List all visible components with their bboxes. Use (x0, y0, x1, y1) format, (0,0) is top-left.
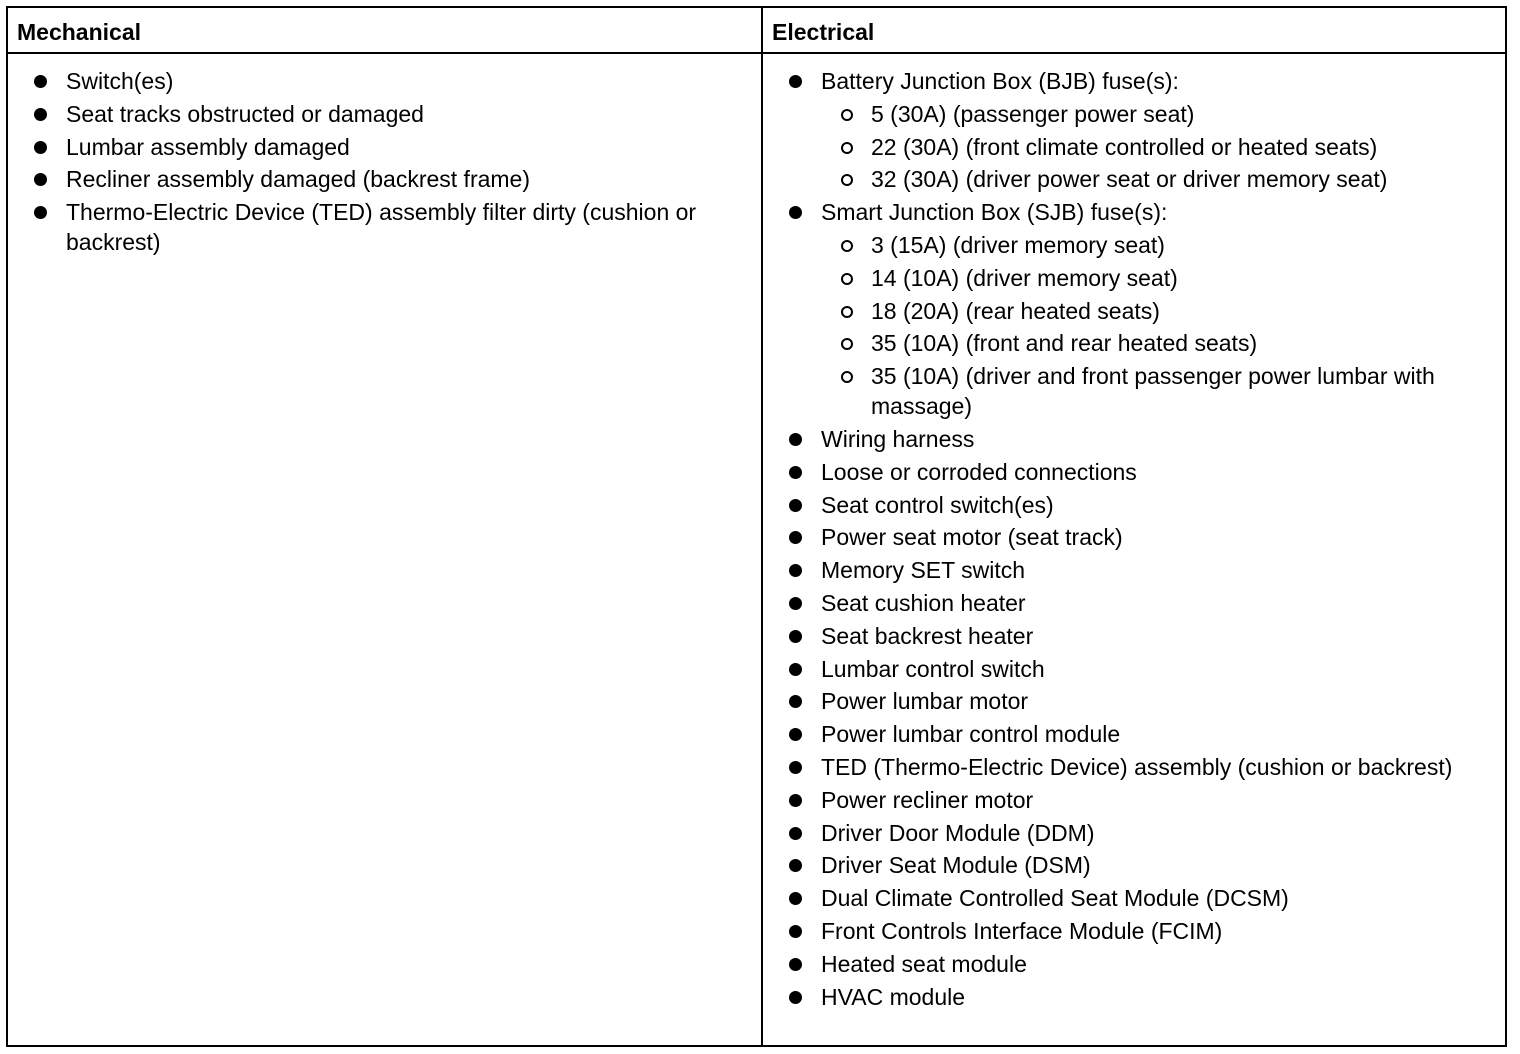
bullet-icon (789, 794, 802, 807)
bullet-icon (789, 728, 802, 741)
header-mechanical: Mechanical (17, 19, 141, 45)
bullet-icon (789, 827, 802, 840)
sub-item-label: 22 (30A) (front climate controlled or heated seats) (871, 133, 1378, 160)
sub-item-label: 3 (15A) (driver memory seat) (871, 231, 1165, 258)
list-item (763, 654, 1507, 684)
bullet-icon (789, 761, 802, 774)
item-label: HVAC module (821, 983, 966, 1010)
sub-list-item (821, 263, 1503, 293)
symptom-table (6, 6, 1507, 1047)
list-item (763, 490, 1507, 520)
bullet-icon (34, 206, 47, 219)
sub-list (821, 230, 1503, 421)
item-label: Driver Seat Module (DSM) (821, 852, 1091, 879)
list-item (763, 982, 1507, 1012)
sub-item-label: 5 (30A) (passenger power seat) (871, 100, 1195, 127)
bullet-icon (34, 141, 47, 154)
list-item (763, 949, 1507, 979)
ring-bullet-icon (841, 109, 853, 121)
list-item (8, 197, 761, 257)
sub-list-item (821, 296, 1503, 326)
bullet-icon (789, 958, 802, 971)
list-item (763, 621, 1507, 651)
ring-bullet-icon (841, 371, 853, 383)
list-item (763, 916, 1507, 946)
sub-item-label: 14 (10A) (driver memory seat) (871, 264, 1178, 291)
bullet-icon (789, 433, 802, 446)
item-label: Recliner assembly damaged (backrest frame) (66, 166, 531, 193)
item-label: Seat backrest heater (821, 622, 1034, 649)
item-label: Driver Door Module (DDM) (821, 819, 1095, 846)
bullet-icon (789, 531, 802, 544)
bullet-icon (34, 108, 47, 121)
ring-bullet-icon (841, 306, 853, 318)
item-label: Switch(es) (66, 68, 174, 94)
bullet-icon (789, 597, 802, 610)
item-label: Seat tracks obstructed or damaged (66, 100, 424, 127)
list-item (763, 66, 1507, 194)
mechanical-list (8, 66, 761, 257)
list-item (763, 850, 1507, 880)
item-label: Wiring harness (821, 425, 975, 452)
list-item (763, 785, 1507, 815)
item-label: Seat control switch(es) (821, 491, 1054, 518)
sub-list-item (821, 132, 1503, 162)
sub-list-item (821, 328, 1503, 358)
header-row (8, 8, 1505, 54)
bullet-icon (789, 499, 802, 512)
item-label: Memory SET switch (821, 557, 1026, 584)
list-item (763, 818, 1507, 848)
ring-bullet-icon (841, 338, 853, 350)
electrical-list (763, 66, 1507, 1012)
ring-bullet-icon (841, 142, 853, 154)
header-electrical: Electrical (772, 19, 875, 45)
list-item (8, 164, 761, 194)
bullet-icon (789, 75, 802, 88)
item-label: Loose or corroded connections (821, 458, 1137, 485)
item-label: TED (Thermo-Electric Device) assembly (cushion or backrest) (821, 753, 1453, 780)
bullet-icon (34, 173, 47, 186)
bullet-icon (34, 75, 47, 88)
item-label: Power lumbar motor (821, 688, 1029, 715)
list-item (763, 752, 1507, 782)
sub-item-label: 35 (10A) (driver and front passenger power lumbar with massage) (871, 363, 1435, 420)
ring-bullet-icon (841, 273, 853, 285)
bullet-icon (789, 630, 802, 643)
item-label: Smart Junction Box (SJB) fuse(s): (821, 199, 1168, 226)
list-item (8, 66, 761, 96)
list-item (763, 588, 1507, 618)
bullet-icon (789, 206, 802, 219)
list-item (763, 883, 1507, 913)
list-item (8, 99, 761, 129)
list-item (763, 522, 1507, 552)
bullet-icon (789, 564, 802, 577)
bullet-icon (789, 663, 802, 676)
bullet-icon (789, 925, 802, 938)
mechanical-column (8, 66, 761, 260)
item-label: Front Controls Interface Module (FCIM) (821, 917, 1223, 944)
list-item (763, 719, 1507, 749)
sub-item-label: 32 (30A) (driver power seat or driver memory seat) (871, 166, 1388, 193)
sub-list-item (821, 164, 1503, 194)
bullet-icon (789, 892, 802, 905)
list-item (763, 197, 1507, 421)
list-item (763, 686, 1507, 716)
list-item (763, 424, 1507, 454)
sub-list-item (821, 361, 1503, 421)
item-label: Seat cushion heater (821, 589, 1026, 616)
item-label: Lumbar assembly damaged (66, 133, 350, 160)
bullet-icon (789, 991, 802, 1004)
sub-item-label: 18 (20A) (rear heated seats) (871, 297, 1160, 324)
bullet-icon (789, 695, 802, 708)
sub-item-label: 35 (10A) (front and rear heated seats) (871, 330, 1258, 357)
sub-list-item (821, 230, 1503, 260)
item-label: Power recliner motor (821, 786, 1034, 813)
item-label: Thermo-Electric Device (TED) assembly filter dirty (cushion or backrest) (66, 199, 697, 256)
item-label: Lumbar control switch (821, 655, 1045, 682)
electrical-column (763, 66, 1507, 1014)
item-label: Dual Climate Controlled Seat Module (DCSM) (821, 885, 1289, 912)
item-label: Battery Junction Box (BJB) fuse(s): (821, 68, 1179, 94)
item-label: Power seat motor (seat track) (821, 524, 1123, 551)
ring-bullet-icon (841, 174, 853, 186)
bullet-icon (789, 859, 802, 872)
item-label: Power lumbar control module (821, 721, 1121, 748)
list-item (763, 555, 1507, 585)
sub-list (821, 99, 1503, 195)
item-label: Heated seat module (821, 950, 1027, 977)
ring-bullet-icon (841, 240, 853, 252)
list-item (763, 457, 1507, 487)
list-item (8, 132, 761, 162)
bullet-icon (789, 466, 802, 479)
sub-list-item (821, 99, 1503, 129)
